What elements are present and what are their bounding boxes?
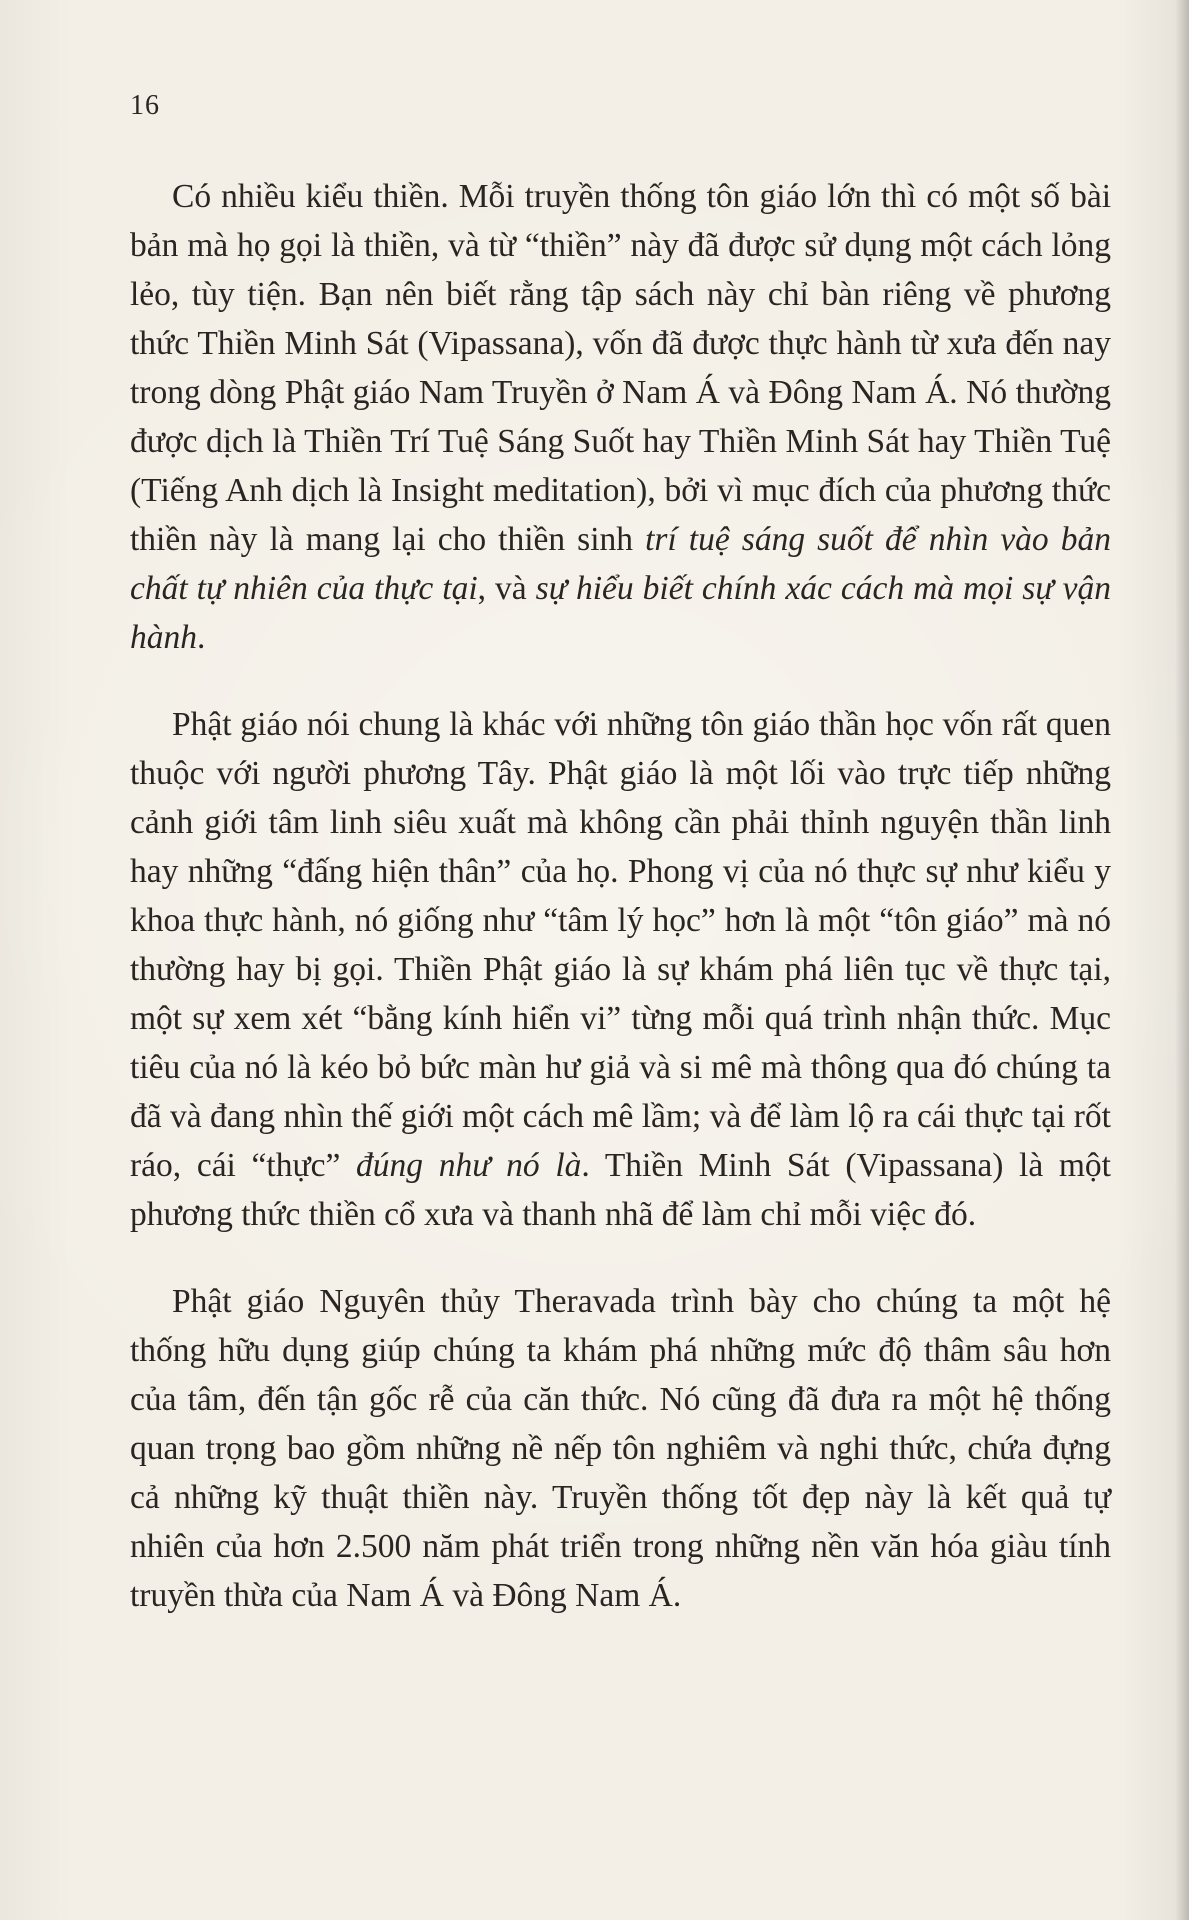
paragraph-1-emphasis-1: trí tuệ sáng suốt để nhìn vào bản chất tự nhiên của thực tại [130,521,1111,607]
page-number: 16 [130,90,160,121]
paragraph-3 [130,1277,1111,1620]
paragraph-1-emphasis-2: sự hiểu biết chính xác cách mà mọi sự vận hành [130,570,1111,656]
paragraph-2 [130,700,1111,1239]
paragraph-2-emphasis: đúng như nó là [356,1147,582,1184]
paragraph-1-text: Có nhiều kiểu thiền. Mỗi truyền thống tôn giáo lớn thì có một số bài bản mà họ gọi là thiền, và từ “thiền” này đã được sử dụng một cách lỏng lẻo, tùy tiện. Bạn nên biết rằng tập sách này chỉ bàn riêng về phương thức Thiền Minh Sát (Vipassana), vốn đã được thực hành từ xưa đến nay trong dòng Phật giáo Nam Truyền ở Nam Á và Đông Nam Á. Nó thường được dịch là Thiền Trí Tuệ Sáng Suốt hay Thiền Minh Sát hay Thiền Tuệ (Tiếng Anh dịch là Insight meditation), bởi vì mục đích của phương thức thiền này là mang lại cho thiền sinh [130,178,1111,558]
paragraph-3-text: Phật giáo Nguyên thủy Theravada trình bày cho chúng ta một hệ thống hữu dụng giúp chúng ta khám phá những mức độ thâm sâu hơn của tâm, đến tận gốc rễ của căn thức. Nó cũng đã đưa ra một hệ thống quan trọng bao gồm những nề nếp tôn nghiêm và nghi thức, chứa đựng cả những kỹ thuật thiền này. Truyền thống tốt đẹp này là kết quả tự nhiên của hơn 2.500 năm phát triển trong những nền văn hóa giàu tính truyền thừa của Nam Á và Đông Nam Á. [130,1283,1111,1614]
paragraph-1-text-3: . [197,619,206,656]
paragraph-2-text-2: . Thiền Minh Sát (Vipassana) là một phương thức thiền cổ xưa và thanh nhã để làm chỉ mỗi việc đó. [130,1147,1111,1233]
paragraph-1 [130,172,1111,662]
paragraph-2-text: Phật giáo nói chung là khác với những tôn giáo thần học vốn rất quen thuộc với người phương Tây. Phật giáo là một lối vào trực tiếp những cảnh giới tâm linh siêu xuất mà không cần phải thỉnh nguyện thần linh hay những “đấng hiện thân” của họ. Phong vị của nó thực sự như kiểu y khoa thực hành, nó giống như “tâm lý học” hơn là một “tôn giáo” mà nó thường hay bị gọi. Thiền Phật giáo là sự khám phá liên tục về thực tại, một sự xem xét “bằng kính hiển vi” từng mỗi quá trình nhận thức. Mục tiêu của nó là kéo bỏ bức màn hư giả và si mê mà thông qua đó chúng ta đã và đang nhìn thế giới một cách mê lầm; và để làm lộ ra cái thực tại rốt ráo, cái “thực” [130,706,1111,1184]
page-body [130,172,1111,1658]
page-edge-shadow [1175,0,1189,1920]
paragraph-1-text-2: , và [477,570,536,607]
